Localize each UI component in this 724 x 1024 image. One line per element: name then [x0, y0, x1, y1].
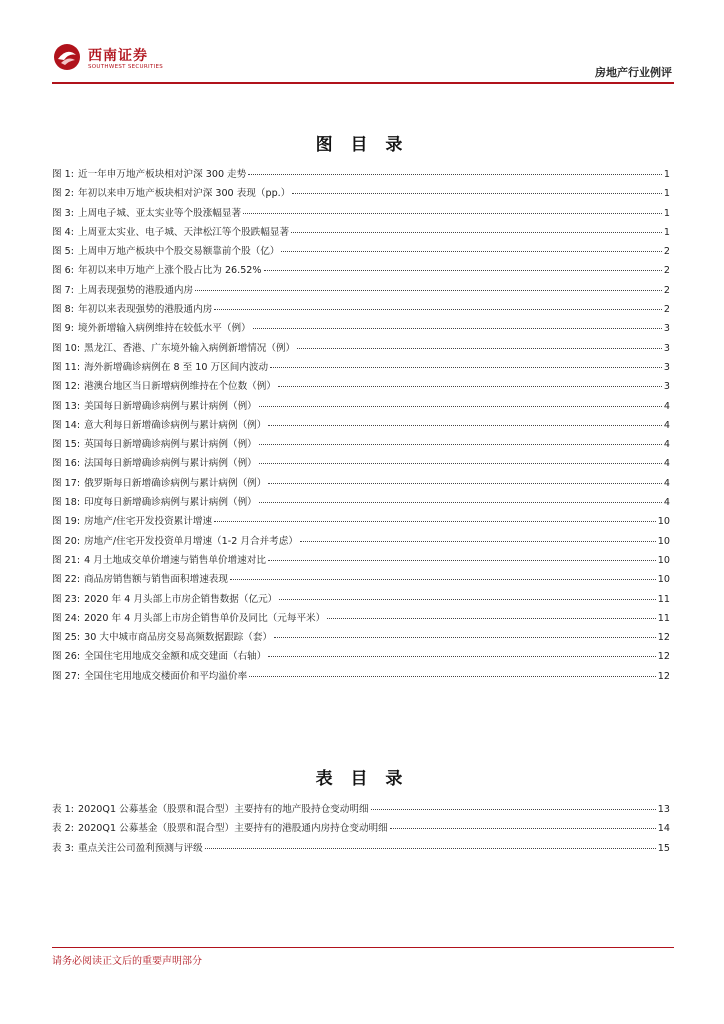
toc-entry-title: 意大利每日新增确诊病例与累计病例（例） [84, 419, 267, 431]
toc-entry-label: 图 2: [52, 188, 74, 200]
toc-entry-title: 港澳台地区当日新增病例维持在个位数（例） [84, 381, 276, 393]
toc-entry-label: 图 4: [52, 226, 74, 238]
toc-entry-label: 图 6: [52, 265, 74, 277]
toc-entry[interactable] [52, 243, 670, 262]
tables-toc-list [52, 801, 670, 859]
toc-leader-dots [279, 599, 656, 600]
disclaimer-note: 请务必阅读正文后的重要声明部分 [52, 956, 202, 967]
toc-entry-label: 图 19: [52, 516, 81, 528]
toc-entry-label: 图 16: [52, 458, 81, 470]
toc-entry-page: 10 [657, 535, 670, 547]
toc-entry[interactable] [52, 417, 670, 436]
toc-leader-dots [243, 213, 662, 214]
toc-entry-label: 图 13: [52, 400, 81, 412]
toc-entry-page: 10 [657, 516, 670, 528]
toc-entry-title: 重点关注公司盈利预测与评级 [77, 842, 203, 854]
toc-entry-label: 图 10: [52, 342, 81, 354]
toc-entry[interactable] [52, 455, 670, 474]
toc-leader-dots [300, 541, 656, 542]
toc-leader-dots [248, 174, 662, 175]
toc-entry-title: 海外新增确诊病例在 8 至 10 万区间内波动 [84, 361, 269, 373]
toc-entry-page: 15 [657, 842, 670, 854]
toc-entry-label: 图 20: [52, 535, 81, 547]
toc-entry-title: 房地产/住宅开发投资累计增速 [84, 516, 213, 528]
toc-entry[interactable] [52, 648, 670, 667]
toc-entry[interactable] [52, 340, 670, 359]
toc-entry-label: 图 8: [52, 304, 74, 316]
toc-entry[interactable] [52, 205, 670, 224]
page-header [0, 0, 724, 92]
toc-leader-dots [264, 270, 662, 271]
header-divider [52, 82, 674, 84]
toc-entry-title: 近一年申万地产板块相对沪深 300 走势 [77, 169, 247, 180]
toc-entry-label: 图 5: [52, 246, 74, 258]
toc-entry-title: 2020Q1 公募基金（股票和混合型）主要持有的港股通内房持仓变动明细 [77, 823, 388, 835]
toc-leader-dots [281, 251, 661, 252]
toc-entry-title: 俄罗斯每日新增确诊病例与累计病例（例） [84, 477, 267, 489]
toc-entry-page: 2 [663, 246, 670, 258]
toc-entry-page: 3 [663, 342, 670, 354]
toc-entry-title: 上周电子城、亚太实业等个股涨幅显著 [77, 207, 242, 219]
toc-entry[interactable] [52, 224, 670, 243]
toc-entry-page: 4 [663, 439, 670, 451]
toc-leader-dots [249, 676, 656, 677]
toc-leader-dots [274, 637, 656, 638]
toc-entry-page: 2 [663, 284, 670, 296]
toc-entry[interactable] [52, 668, 670, 687]
toc-leader-dots [259, 463, 662, 464]
toc-entry-page: 10 [657, 574, 670, 586]
toc-entry-title: 年初以来申万地产板块相对沪深 300 表现（pp.） [77, 188, 291, 200]
toc-entry-label: 图 23: [52, 593, 81, 605]
toc-entry-label: 图 18: [52, 497, 81, 509]
toc-entry[interactable] [52, 185, 670, 204]
toc-leader-dots [214, 521, 656, 522]
company-name-en: SOUTHWEST SECURITIES [88, 64, 164, 70]
toc-entry-page: 1 [663, 169, 670, 180]
toc-entry[interactable] [52, 359, 670, 378]
toc-entry-title: 房地产/住宅开发投资单月增速（1-2 月合并考虑） [84, 535, 298, 547]
toc-entry[interactable] [52, 533, 670, 552]
toc-leader-dots [259, 406, 662, 407]
figures-toc-list [52, 166, 670, 687]
toc-entry-label: 图 21: [52, 554, 81, 566]
toc-entry-title: 印度每日新增确诊病例与累计病例（例） [84, 497, 257, 509]
toc-entry-title: 年初以来申万地产上涨个股占比为 26.52% [77, 265, 262, 277]
toc-entry[interactable] [52, 398, 670, 417]
toc-leader-dots [205, 848, 656, 849]
toc-leader-dots [214, 309, 662, 310]
toc-entry-page: 12 [657, 651, 670, 663]
toc-entry-title: 上周申万地产板块中个股交易额靠前个股（亿） [77, 246, 280, 258]
toc-entry-page: 12 [657, 632, 670, 644]
toc-entry-page: 13 [657, 804, 670, 815]
toc-entry[interactable] [52, 840, 670, 859]
toc-entry-title: 2020Q1 公募基金（股票和混合型）主要持有的地产股持仓变动明细 [77, 804, 369, 815]
toc-entry-title: 年初以来表现强势的港股通内房 [77, 304, 213, 316]
toc-entry-title: 2020 年 4 月头部上市房企销售单价及同比（元每平米） [84, 612, 326, 624]
toc-entry[interactable] [52, 820, 670, 839]
toc-entry-title: 法国每日新增确诊病例与累计病例（例） [84, 458, 257, 470]
toc-entry-label: 图 25: [52, 632, 81, 644]
toc-leader-dots [259, 502, 662, 503]
toc-entry-page: 1 [663, 188, 670, 200]
toc-entry[interactable] [52, 610, 670, 629]
toc-entry-label: 表 2: [52, 823, 74, 835]
toc-entry-title: 黑龙江、香港、广东境外输入病例新增情况（例） [84, 342, 296, 354]
toc-entry-title: 商品房销售额与销售面积增速表现 [84, 574, 228, 586]
toc-entry-title: 30 大中城市商品房交易高频数据跟踪（套） [84, 632, 273, 644]
toc-entry[interactable] [52, 629, 670, 648]
toc-entry-page: 10 [657, 554, 670, 566]
southwest-securities-logo-icon [52, 42, 82, 72]
toc-entry[interactable] [52, 591, 670, 610]
toc-leader-dots [292, 193, 662, 194]
toc-entry[interactable] [52, 801, 670, 820]
toc-entry-title: 全国住宅用地成交楼面价和平均溢价率 [84, 670, 248, 682]
toc-entry-page: 1 [663, 226, 670, 238]
toc-entry[interactable] [52, 436, 670, 455]
toc-entry-page: 4 [663, 458, 670, 470]
toc-entry-label: 图 12: [52, 381, 81, 393]
toc-entry-page: 3 [663, 323, 670, 335]
toc-entry-label: 表 3: [52, 842, 74, 854]
toc-entry-title: 上周亚太实业、电子城、天津松江等个股跌幅显著 [77, 226, 290, 238]
toc-entry[interactable] [52, 475, 670, 494]
tables-toc-title: 表 目 录 [315, 769, 409, 789]
toc-leader-dots [268, 560, 656, 561]
toc-entry-title: 境外新增输入病例维持在较低水平（例） [77, 323, 251, 335]
toc-entry-page: 1 [663, 207, 670, 219]
toc-entry-page: 4 [663, 419, 670, 431]
toc-entry-page: 4 [663, 477, 670, 489]
toc-entry-title: 上周表现强势的港股通内房 [77, 284, 194, 296]
toc-entry-label: 图 3: [52, 207, 74, 219]
figures-toc-title: 图 目 录 [315, 135, 409, 155]
toc-entry-label: 图 14: [52, 419, 81, 431]
toc-leader-dots [259, 444, 662, 445]
toc-leader-dots [270, 367, 662, 368]
toc-leader-dots [253, 328, 662, 329]
toc-leader-dots [327, 618, 656, 619]
toc-entry-label: 图 26: [52, 651, 81, 663]
toc-entry[interactable] [52, 552, 670, 571]
toc-entry-page: 14 [657, 823, 670, 835]
toc-entry[interactable] [52, 301, 670, 320]
toc-entry[interactable] [52, 282, 670, 301]
toc-entry[interactable] [52, 166, 670, 185]
toc-entry-title: 2020 年 4 月头部上市房企销售数据（亿元） [84, 593, 278, 605]
toc-entry[interactable] [52, 262, 670, 281]
toc-entry-label: 表 1: [52, 804, 74, 815]
toc-entry-page: 2 [663, 265, 670, 277]
company-name-cn: 西南证券 [88, 48, 148, 64]
toc-entry-label: 图 1: [52, 169, 74, 180]
toc-entry[interactable] [52, 378, 670, 397]
toc-entry-page: 3 [663, 361, 670, 373]
footer-divider [52, 947, 674, 948]
toc-leader-dots [291, 232, 662, 233]
report-type: 房地产行业例评 [595, 66, 672, 79]
toc-entry[interactable] [52, 571, 670, 590]
toc-leader-dots [268, 656, 655, 657]
toc-entry-label: 图 24: [52, 612, 81, 624]
toc-entry-label: 图 15: [52, 439, 81, 451]
toc-entry-label: 图 27: [52, 670, 81, 682]
toc-leader-dots [297, 348, 662, 349]
toc-leader-dots [195, 290, 662, 291]
toc-entry-title: 全国住宅用地成交金额和成交建面（右轴） [84, 651, 267, 663]
toc-entry-label: 图 9: [52, 323, 74, 335]
toc-entry[interactable] [52, 320, 670, 339]
toc-entry-page: 4 [663, 497, 670, 509]
toc-entry-page: 12 [657, 670, 670, 682]
toc-entry-page: 2 [663, 304, 670, 316]
toc-entry-page: 4 [663, 400, 670, 412]
toc-entry-label: 图 11: [52, 361, 81, 373]
toc-leader-dots [268, 425, 662, 426]
toc-entry-label: 图 22: [52, 574, 81, 586]
toc-entry-title: 英国每日新增确诊病例与累计病例（例） [84, 439, 257, 451]
toc-entry-title: 4 月土地成交单价增速与销售单价增速对比 [84, 554, 266, 566]
toc-entry-page: 11 [657, 612, 670, 624]
toc-leader-dots [278, 386, 662, 387]
toc-entry-page: 11 [657, 593, 670, 605]
toc-leader-dots [230, 579, 656, 580]
toc-leader-dots [268, 483, 662, 484]
toc-leader-dots [371, 809, 656, 810]
toc-entry[interactable] [52, 513, 670, 532]
toc-entry-page: 3 [663, 381, 670, 393]
toc-entry-label: 图 17: [52, 477, 81, 489]
toc-entry-title: 美国每日新增确诊病例与累计病例（例） [84, 400, 257, 412]
company-logo [52, 42, 192, 80]
toc-leader-dots [390, 828, 656, 829]
toc-entry-label: 图 7: [52, 284, 74, 296]
toc-entry[interactable] [52, 494, 670, 513]
